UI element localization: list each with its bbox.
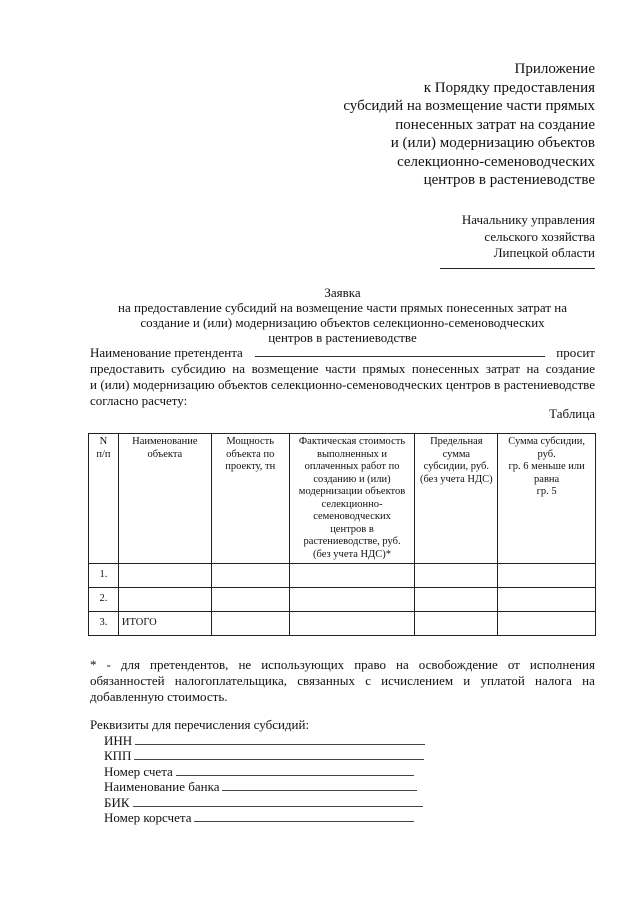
table-cell[interactable] [498, 612, 596, 636]
table-cell[interactable] [498, 588, 596, 612]
footnote-word: на [582, 673, 595, 688]
appendix-line: и (или) модернизацию объектов [390, 135, 595, 151]
body-line: предоставить субсидию на возмещение части прямых понесенных затрат на создание [90, 361, 595, 376]
table-header-cell: Фактическая стоимость выполненных и оплаченных работ по созданию и (или) модернизации объектов селекционно- семеноводческих центров в растениеводстве, руб. (без учета НДС)* [289, 434, 415, 564]
footnote-word: на [396, 657, 409, 672]
footnote-dash: - [106, 657, 111, 672]
table-cell[interactable] [118, 588, 211, 612]
table-row [89, 588, 596, 612]
account-row [90, 764, 425, 780]
addressee-block [440, 212, 595, 269]
application-body [90, 345, 595, 409]
body-line: согласно расчету: [90, 393, 188, 408]
body-line: и (или) модернизацию объектов селекционно-семеноводческих центров в растениеводстве [90, 377, 595, 392]
footnote-word: исполнения [529, 657, 595, 672]
title-heading: Заявка [324, 285, 361, 300]
table-label: Таблица [549, 406, 595, 421]
bank-label: Наименование банка [104, 779, 220, 794]
row-number-cell: 1. [89, 564, 119, 588]
appendix-line: центров в растениеводстве [423, 172, 595, 188]
corr-account-row [90, 810, 425, 826]
table-cell[interactable] [211, 612, 289, 636]
addressee-line: сельского хозяйства [484, 228, 595, 244]
addressee-blank-line[interactable] [440, 262, 595, 269]
footnote-word: от [507, 657, 520, 672]
footnote [90, 657, 595, 705]
footnote-word: для [120, 657, 140, 672]
appendix-line: к Порядку предоставления [423, 79, 595, 96]
document-title [90, 285, 595, 345]
table-cell[interactable] [289, 588, 415, 612]
table-header-cell: Предельная сумма субсидии, руб. (без учета НДС) [415, 434, 498, 564]
title-line: центров в растениеводстве [268, 330, 417, 345]
account-label: Номер счета [104, 763, 173, 779]
kpp-label: КПП [104, 748, 132, 763]
appendix-line: субсидий на возмещение части прямых [343, 98, 595, 114]
asks-word: просит [556, 345, 595, 360]
bank-row [90, 779, 425, 795]
footnote-word: уплатой [480, 673, 525, 688]
footnote-star: * [90, 657, 97, 672]
table-header-cell: Мощность объекта по проекту, тн [211, 434, 289, 564]
table-row-total [89, 612, 596, 636]
table-cell[interactable] [118, 564, 211, 588]
table-cell[interactable] [415, 612, 498, 636]
account-field[interactable] [176, 765, 414, 776]
bik-field[interactable] [133, 796, 423, 807]
footnote-word: обязанностей [90, 673, 165, 688]
requisites-heading: Реквизиты для перечисления субсидий: [90, 717, 310, 732]
table-cell[interactable] [498, 564, 596, 588]
bank-name-field[interactable] [222, 780, 417, 791]
title-line: на предоставление субсидий на возмещение части прямых понесенных затрат на [118, 300, 567, 315]
table-cell[interactable] [211, 588, 289, 612]
inn-field[interactable] [135, 734, 425, 745]
table-header-row [89, 434, 596, 564]
table-cell[interactable] [289, 564, 415, 588]
table-cell[interactable] [289, 612, 415, 636]
calculation-table [88, 433, 596, 636]
kpp-field[interactable] [134, 749, 424, 760]
payment-requisites [90, 717, 425, 826]
footnote-word: налогоплательщика, [174, 673, 287, 688]
footnote-word: связанных [297, 673, 355, 688]
table-row [89, 564, 596, 588]
table-cell[interactable] [211, 564, 289, 588]
table-header-cell: N п/п [89, 434, 119, 564]
addressee-line: Липецкой области [493, 245, 595, 260]
footnote-word: налога [535, 673, 572, 688]
inn-label: ИНН [104, 732, 133, 748]
bik-label: БИК [104, 794, 130, 810]
addressee-line: Начальнику управления [461, 212, 595, 227]
footnote-line-1 [90, 657, 595, 673]
appendix-line: Приложение [514, 61, 595, 77]
footnote-word: право [354, 657, 386, 672]
appendix-header [343, 60, 595, 190]
table-cell[interactable] [415, 564, 498, 588]
footnote-word: использующих [261, 657, 345, 672]
footnote-word: не [238, 657, 252, 672]
footnote-word: и [463, 673, 471, 688]
kpp-row [90, 748, 425, 764]
appendix-line: понесенных затрат на создание [395, 116, 595, 133]
row-number-cell: 2. [89, 588, 119, 612]
footnote-word: освобождение [418, 657, 498, 672]
footnote-line-2 [90, 673, 595, 689]
footnote-line-3: добавленную стоимость. [90, 689, 228, 704]
total-label-cell: ИТОГО [118, 612, 211, 636]
table-header-cell: Наименование объекта [118, 434, 211, 564]
applicant-name-field[interactable] [255, 346, 545, 357]
inn-row [90, 733, 425, 749]
footnote-word: претендентов, [150, 657, 229, 672]
corr-account-field[interactable] [194, 811, 414, 822]
bik-row [90, 795, 425, 811]
footnote-word: с [365, 673, 371, 688]
applicant-label: Наименование претендента [90, 345, 243, 360]
table-cell[interactable] [415, 588, 498, 612]
corr-account-label: Номер корсчета [104, 810, 192, 825]
table-header-cell: Сумма субсидии, руб. гр. 6 меньше или равна гр. 5 [498, 434, 596, 564]
footnote-word: исчислением [381, 673, 454, 688]
title-line: создание и (или) модернизацию объектов селекционно-семеноводческих [140, 315, 545, 330]
row-number-cell: 3. [89, 612, 119, 636]
applicant-line [90, 345, 595, 361]
appendix-line: селекционно-семеноводческих [397, 153, 595, 170]
